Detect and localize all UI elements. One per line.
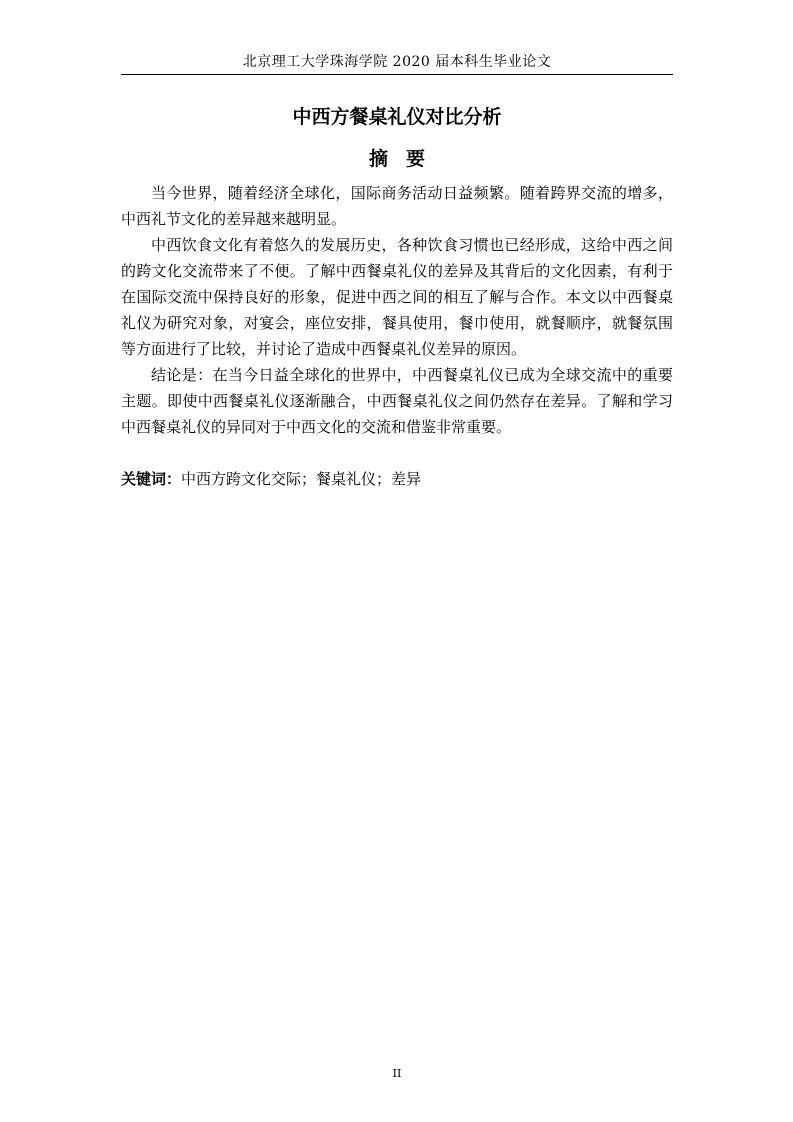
abstract-paragraph-2: 中西饮食文化有着悠久的发展历史，各种饮食习惯也已经形成，这给中西之间的跨文化交流带来了不便。了解中西餐桌礼仪的差异及其背后的文化因素，有利于在国际交流中保持良好的形象，促进中西之间的相互了解与合作。本文以中西餐桌礼仪为研究对象，对宴会，座位安排，餐具使用，餐巾使用，就餐顺序，就餐氛围等方面进行了比较，并讨论了造成中西餐桌礼仪差异的原因。: [121, 236, 673, 358]
keywords-label: 关键词：: [121, 470, 182, 488]
abstract-paragraph-3: 结论是：在当今日益全球化的世界中，中西餐桌礼仪已成为全球交流中的重要主题。即使中西餐桌礼仪逐渐融合，中西餐桌礼仪之间仍然存在差异。了解和学习中西餐桌礼仪的异同对于中西文化的交流和借鉴非常重要。: [121, 366, 673, 436]
abstract-body: [121, 180, 673, 440]
abstract-paragraph-1: 当今世界，随着经济全球化，国际商务活动日益频繁。随着跨界交流的增多，中西礼节文化的差异越来越明显。: [121, 184, 673, 228]
keywords-line: [121, 466, 673, 492]
keywords-value: 中西方跨文化交际；餐桌礼仪；差异: [181, 470, 422, 488]
paper-title: 中西方餐桌礼仪对比分析: [292, 106, 502, 128]
header-rule: [121, 74, 673, 75]
abstract-heading: 摘要: [368, 148, 443, 170]
page-number: II: [392, 1067, 402, 1080]
running-header: 北京理工大学珠海学院 2020 届本科生毕业论文: [242, 54, 552, 70]
